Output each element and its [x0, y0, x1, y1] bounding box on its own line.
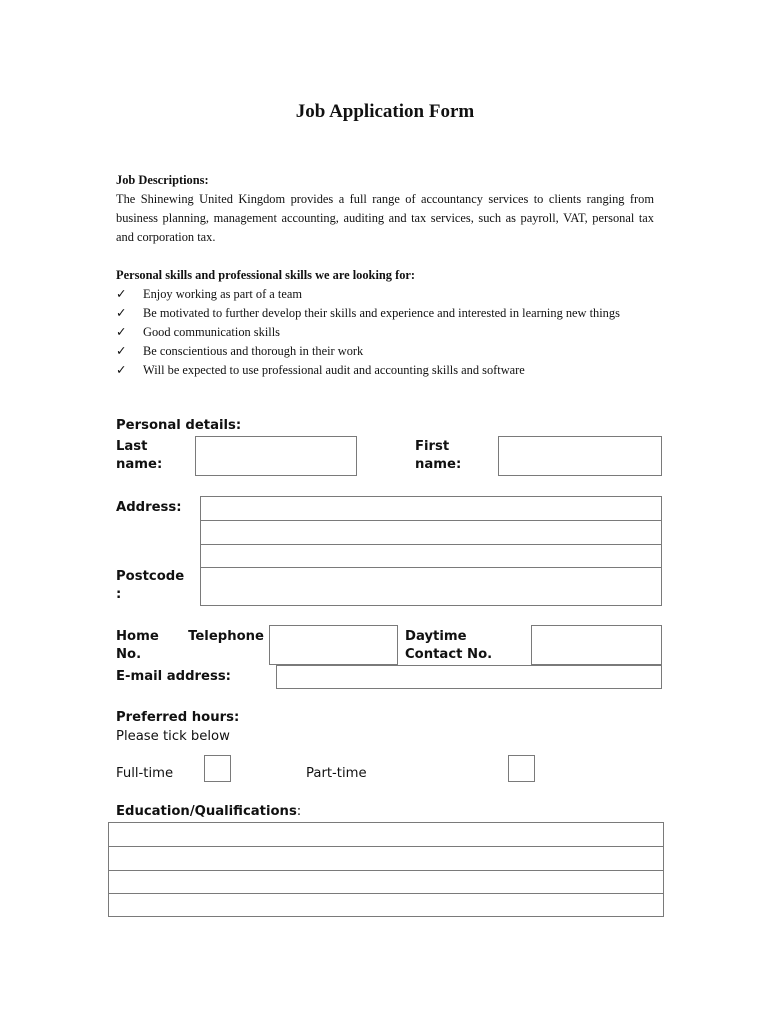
- job-descriptions-heading: Job Descriptions:: [116, 173, 209, 187]
- education-row-2-field[interactable]: [109, 846, 663, 871]
- page-title: Job Application Form: [295, 101, 475, 122]
- full-time-checkbox[interactable]: [204, 755, 231, 782]
- last-name-field[interactable]: [195, 436, 357, 476]
- part-time-label: Part-time: [306, 766, 367, 781]
- daytime-contact-field[interactable]: [531, 625, 662, 665]
- skills-list: [116, 285, 654, 380]
- list-item: ✓ Good communication skills: [116, 323, 654, 342]
- home-telephone-label: Home Telephone No.: [116, 629, 264, 662]
- address-field-group: [200, 496, 662, 606]
- list-item: ✓ Be motivated to further develop their skills and experience and interested in learning new things: [116, 304, 654, 323]
- checkmark-icon: ✓: [116, 287, 127, 301]
- list-item: ✓ Enjoy working as part of a team: [116, 285, 654, 304]
- part-time-checkbox[interactable]: [508, 755, 535, 782]
- education-table: [108, 822, 664, 917]
- daytime-contact-label: Daytime Contact No.: [405, 629, 493, 662]
- job-descriptions-text: The Shinewing United Kingdom provides a full range of accountancy services to clients ranging from business planning, management accounting, auditing and tax services, such as payroll, VAT, personal tax and corporation tax.: [116, 192, 654, 244]
- list-item: ✓ Be conscientious and thorough in their work: [116, 342, 654, 361]
- postcode-label: Postcode :: [116, 569, 185, 602]
- checkmark-icon: ✓: [116, 363, 127, 377]
- education-heading: Education/Qualifications:: [116, 804, 302, 819]
- checkmark-icon: ✓: [116, 306, 127, 320]
- education-row-1-field[interactable]: [109, 823, 663, 847]
- checkmark-icon: ✓: [116, 325, 127, 339]
- address-label: Address:: [116, 500, 182, 515]
- skills-heading: Personal skills and professional skills we are looking for:: [116, 268, 416, 282]
- email-field[interactable]: [276, 665, 662, 689]
- first-name-field[interactable]: [498, 436, 662, 476]
- full-time-label: Full-time: [116, 766, 174, 781]
- postcode-field[interactable]: [201, 567, 661, 605]
- home-telephone-field[interactable]: [269, 625, 398, 665]
- first-name-label: First name:: [415, 439, 462, 472]
- preferred-hours-heading: Preferred hours:: [116, 710, 240, 725]
- checkmark-icon: ✓: [116, 344, 127, 358]
- personal-details-heading: Personal details:: [116, 418, 242, 433]
- education-row-3-field[interactable]: [109, 870, 663, 894]
- email-label: E-mail address:: [116, 669, 231, 684]
- preferred-hours-instruction: Please tick below: [116, 729, 230, 744]
- address-line-3-field[interactable]: [201, 544, 661, 568]
- education-row-4-field[interactable]: [109, 893, 663, 916]
- list-item: ✓ Will be expected to use professional audit and accounting skills and software: [116, 361, 654, 380]
- address-line-2-field[interactable]: [201, 520, 661, 545]
- address-line-1-field[interactable]: [201, 497, 661, 521]
- last-name-label: Last name:: [116, 439, 163, 472]
